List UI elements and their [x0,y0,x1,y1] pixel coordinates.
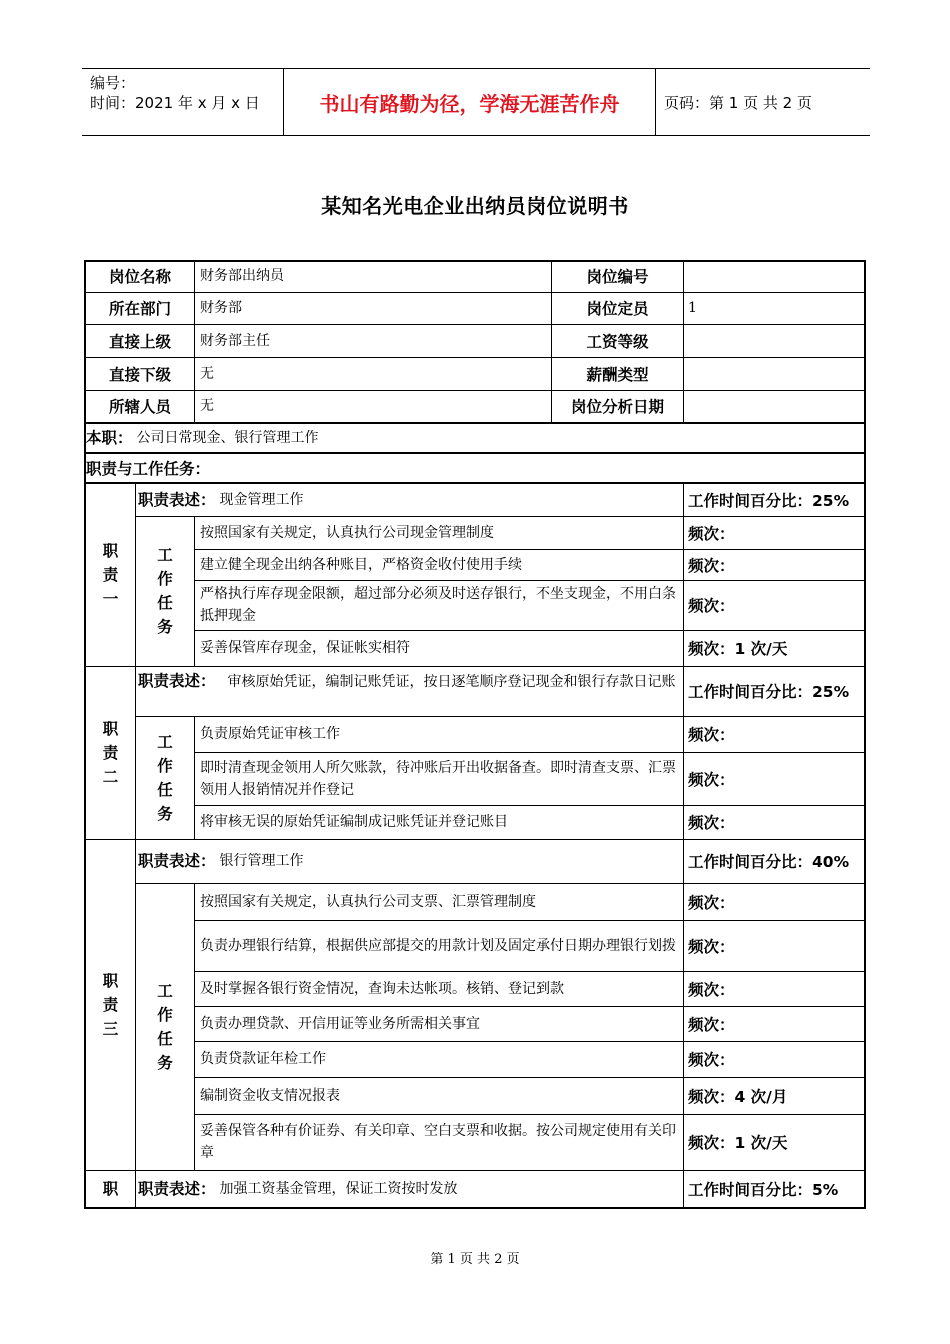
task-frequency: 频次： [688,770,735,789]
duty-label-3: 职 责 三 [102,971,119,1038]
table-rule [194,516,195,666]
task-frequency: 频次： [688,980,735,999]
duty-label-1: 职 责 一 [102,542,119,608]
duty-desc-1: 职责表述： 现金管理工作 [138,490,304,509]
duty-desc-3: 职责表述： 银行管理工作 [138,851,304,870]
duty-label-2: 职 责 二 [102,719,119,786]
task-text: 负责办理银行结算，根据供应部提交的用款计划及固定承付日期办理银行划拨 [200,937,676,954]
task-frequency: 频次：1 次/天 [688,1134,788,1152]
field-label-analysis_date: 岗位分析日期 [570,398,664,416]
field-value-staff: 无 [200,398,214,414]
task-label-2: 工 作 任 务 [157,732,173,823]
header-left [90,73,260,113]
time-percentage-1: 工作时间百分比：25% [688,492,850,510]
field-value-job_code [684,260,864,292]
task-text: 妥善保管各种有价证券、有关印章、空白支票和收据。按公司规定使用有关印章 [200,1123,676,1161]
task-text: 负责贷款证年检工作 [200,1051,326,1067]
field-value-pay_type [684,357,864,390]
duties-heading: 职责与工作任务： [86,460,211,478]
task-text: 将审核无误的原始凭证编制成记账凭证并登记账目 [200,814,508,830]
table-rule [84,292,866,293]
task-label-3: 工 作 任 务 [157,981,173,1072]
page-header [82,68,870,136]
task-frequency: 频次： [688,1051,735,1069]
field-label-pay_type: 薪酬类型 [586,365,649,384]
page-info: 页码：第 1 页 共 2 页 [664,94,812,112]
field-label-subordinate: 直接下级 [108,365,171,384]
table-rule [864,260,866,1209]
field-value-job_name: 财务部出纳员 [200,268,284,284]
field-value-superior: 财务部主任 [200,332,270,349]
field-label-dept: 所在部门 [108,300,171,318]
task-label-1: 工 作 任 务 [157,546,173,636]
duty-summary-label: 本职： [86,428,133,447]
table-rule [683,1170,684,1207]
task-frequency: 频次：4 次/月 [688,1087,788,1106]
table-rule [683,260,684,422]
duty-desc-label: 职责表述： [138,1178,216,1198]
document-title: 某知名光电企业出纳员岗位说明书 [321,194,629,218]
task-text: 按照国家有关规定，认真执行公司支票、汇票管理制度 [200,893,536,910]
task-frequency: 频次： [688,893,735,912]
table-rule [194,260,195,422]
task-text: 及时掌握各银行资金情况，查询未达帐项。核销、登记到款 [200,980,564,997]
time-percentage-3: 工作时间百分比：40% [688,853,850,871]
task-text: 按照国家有关规定，认真执行公司现金管理制度 [200,524,494,541]
task-text: 负责原始凭证审核工作 [200,726,340,742]
table-rule [84,1207,866,1209]
table-rule [194,883,195,1170]
task-text: 建立健全现金出纳各种账目，严格资金收付使用手续 [200,556,522,573]
field-value-subordinate: 无 [200,365,214,382]
field-label-staff: 所辖人员 [108,398,171,416]
task-text: 编制资金收支情况报表 [200,1087,340,1104]
duty-desc-label: 职责表述： [138,490,216,509]
motto: 书山有路勤为径，学海无涯苦作舟 [283,69,656,136]
task-frequency: 频次： [688,814,735,832]
task-frequency: 频次： [688,1015,735,1034]
time-percentage-2: 工作时间百分比：25% [688,683,850,701]
job-description-table [84,260,866,1209]
field-label-job_name: 岗位名称 [108,268,171,286]
duty-desc-4: 职责表述： 加强工资基金管理，保证工资按时发放 [138,1178,458,1198]
table-rule [84,357,866,358]
field-label-superior: 直接上级 [108,332,171,351]
field-value-grade [684,324,864,357]
table-rule [84,390,866,391]
duty-label-4: 职 [102,1179,119,1198]
table-rule [84,324,866,325]
task-frequency: 频次： [688,597,735,615]
task-text: 妥善保管库存现金，保证帐实相符 [200,640,410,656]
date-label: 时间：2021 年 x 月 x 日 [90,94,260,112]
duty-desc-2: 职责表述： 审核原始凭证，编制记账凭证，按日逐笔顺序登记现金和银行存款日记账 [138,671,676,690]
number-label: 编号： [90,74,136,92]
task-text: 负责办理贷款、开信用证等业务所需相关事宜 [200,1015,480,1032]
field-label-grade: 工资等级 [586,332,649,351]
page-footer: 第 1 页 共 2 页 [430,1252,520,1267]
duty-desc-label: 职责表述： [138,671,216,690]
time-percentage-4: 工作时间百分比：5% [688,1180,839,1199]
task-frequency: 频次： [688,726,735,744]
table-rule [194,716,195,839]
task-frequency: 频次：1 次/天 [688,640,788,658]
field-value-headcount: 1 [688,300,697,316]
field-label-headcount: 岗位定员 [586,300,649,318]
task-frequency: 频次： [688,556,735,575]
task-frequency: 频次： [688,524,735,543]
task-text: 即时清查现金领用人所欠账款，待冲账后开出收据备查。即时清查支票、汇票领用人报销情况并作登记 [200,759,676,798]
duty-summary: 本职： 公司日常现金、银行管理工作 [86,428,319,447]
field-label-job_code: 岗位编号 [586,268,649,286]
field-value-dept: 财务部 [200,300,242,316]
table-rule [551,260,552,422]
field-value-analysis_date [684,390,864,422]
task-text: 严格执行库存现金限额，超过部分必须及时送存银行，不坐支现金，不用白条抵押现金 [200,586,676,624]
task-frequency: 频次： [688,937,735,956]
duty-desc-label: 职责表述： [138,851,216,870]
